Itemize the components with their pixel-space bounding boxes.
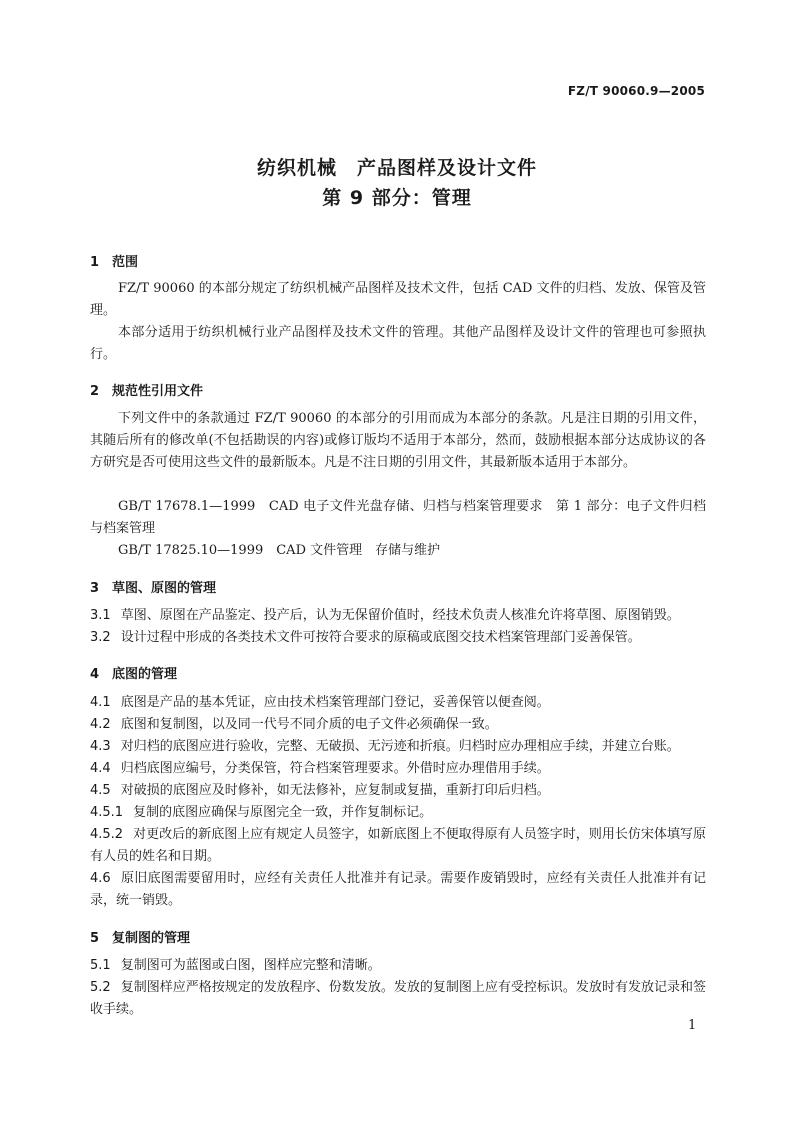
section-heading-drafts [90,577,216,596]
clause [90,758,706,780]
clause-number: 4.5.1 [90,805,124,820]
clause [90,736,706,758]
clause-number: 3.2 [90,630,111,645]
clause-text: 复制图样应严格按规定的发放程序、份数发放。发放的复制图上应有受控标识。发放时有发放记录和签收手续。 [90,980,706,1017]
clause-number: 4.4 [90,761,111,776]
clause-text: 归档底图应编号，分类保管，符合档案管理要求。外借时应办理借用手续。 [120,761,550,776]
reference-item: GB/T 17678.1—1999 CAD 电子文件光盘存储、归档与档案管理要求 第 1 部分：电子文件归档与档案管理 [90,499,706,536]
clause [90,605,706,627]
clause-text: 对破损的底图应及时修补，如无法修补，应复制或复描，重新打印后归档。 [120,783,550,798]
standard-code: FZ/T 90060.9—2005 [567,84,705,98]
clause [90,824,706,868]
clause [90,692,706,714]
clause [90,802,706,824]
section-heading-normative-references [90,380,203,399]
clause-number: 5.2 [90,980,111,995]
clause-number: 4.1 [90,695,111,710]
page-number: 1 [688,1018,697,1033]
clause-text: 设计过程中形成的各类技术文件可按符合要求的原稿或底图交技术档案管理部门妥善保管。 [120,630,641,645]
section-number: 4 [90,667,100,682]
clause [90,955,706,977]
clause [90,780,706,802]
section-title: 范围 [112,255,139,270]
section-title: 规范性引用文件 [112,384,204,399]
clause-number: 4.5 [90,783,111,798]
section-number: 5 [90,931,100,946]
document-title: 纺织机械 产品图样及设计文件 [256,157,537,179]
clause-text: 对更改后的新底图上应有规定人员签字，如新底图上不便取得原有人员签字时，则用长仿宋体填写原有人员的姓名和日期。 [90,827,706,864]
clause-number: 4.6 [90,871,111,886]
clause-text: 复制的底图应确保与原图完全一致，并作复制标记。 [133,805,433,820]
paragraph: 本部分适用于纺织机械行业产品图样及技术文件的管理。其他产品图样及设计文件的管理也可参照执行。 [90,325,706,362]
section-heading-copies [90,927,190,946]
paragraph: FZ/T 90060 的本部分规定了纺织机械产品图样及技术文件，包括 CAD 文件的归档、发放、保管及管理。 [90,281,706,318]
clause-number: 5.1 [90,958,111,973]
clause [90,868,706,912]
section-number: 1 [90,255,100,270]
paragraph: 下列文件中的条款通过 FZ/T 90060 的本部分的引用而成为本部分的条款。凡是注日期的引用文件，其随后所有的修改单(不包括勘误的内容)或修订版均不适用于本部分，然而，鼓励根据本部分达成协议的各方研究是否可使用这些文件的最新版本。凡是不注日期的引用文件，其最新版本适用于本部分。 [90,411,706,470]
clause [90,977,706,1021]
reference-item: GB/T 17825.10—1999 CAD 文件管理 存储与维护 [118,543,441,558]
section-number: 3 [90,581,100,596]
section-title: 复制图的管理 [112,931,191,946]
clause-text: 原旧底图需要留用时，应经有关责任人批准并有记录。需要作废销毁时，应经有关责任人批准并有记录，统一销毁。 [90,871,706,908]
clause-number: 3.1 [90,608,111,623]
section-title: 草图、原图的管理 [112,581,217,596]
clause-text: 对归档的底图应进行验收，完整、无破损、无污迹和折痕。归档时应办理相应手续，并建立台账。 [120,739,680,754]
clause-text: 底图是产品的基本凭证，应由技术档案管理部门登记，妥善保管以便查阅。 [120,695,550,710]
clause-number: 4.3 [90,739,111,754]
clause-text: 草图、原图在产品鉴定、投产后，认为无保留价值时，经技术负责人核准允许将草图、原图销毁。 [120,608,680,623]
clause-text: 底图和复制图，以及同一代号不同介质的电子文件必须确保一致。 [120,717,498,732]
section-heading-scope [90,251,138,270]
clause [90,714,706,736]
clause [90,627,706,649]
clause-number: 4.5.2 [90,827,124,842]
document-subtitle: 第 9 部分：管理 [322,187,472,209]
clause-number: 4.2 [90,717,111,732]
section-title: 底图的管理 [112,667,178,682]
clause-text: 复制图可为蓝图或白图，图样应完整和清晰。 [120,958,381,973]
section-heading-master-drawings [90,663,177,682]
section-number: 2 [90,384,100,399]
